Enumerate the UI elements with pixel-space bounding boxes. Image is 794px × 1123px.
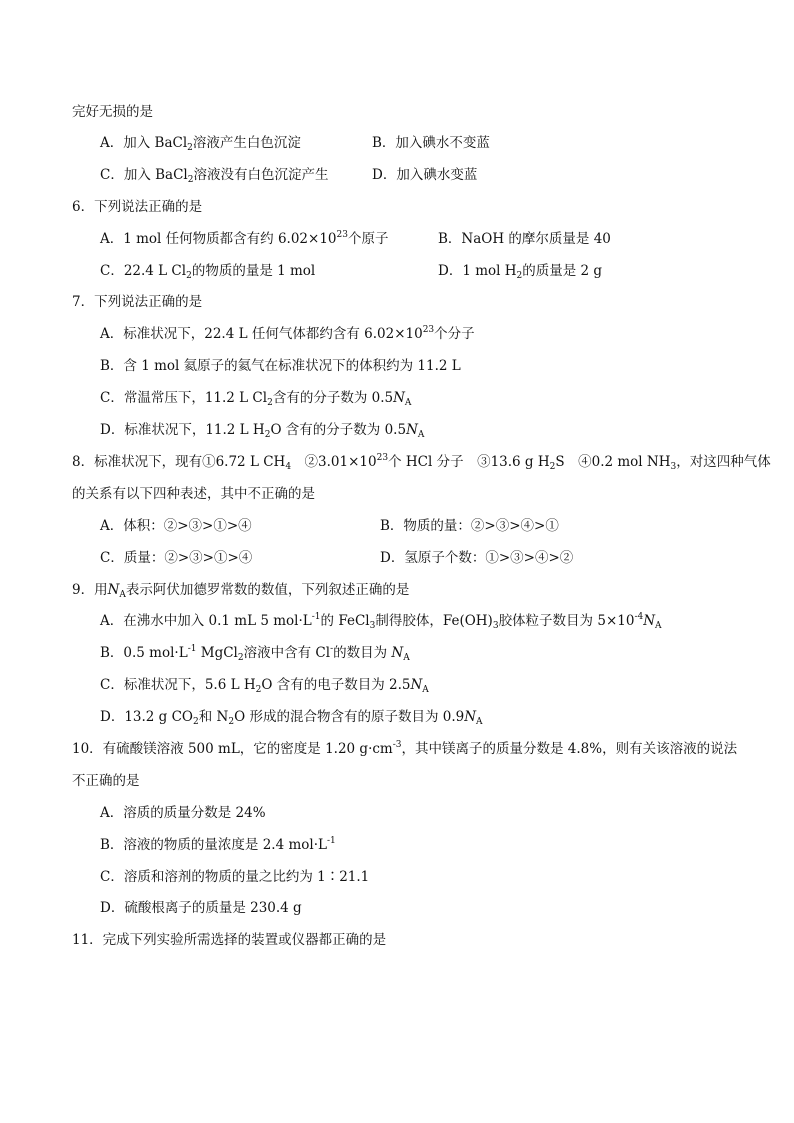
q10-stem-line1: 10．有硫酸镁溶液 500 mL，它的密度是 1.20 $g\cdot cm^{-3}$，其中镁离子的质量分数是 4.8%，则有关该溶液的说法: [72, 740, 738, 757]
q8-stem-line2: 的关系有以下四种表述，其中不正确的是: [72, 486, 315, 502]
q11-stem: 11．完成下列实验所需选择的装置或仪器都正确的是: [72, 932, 387, 948]
q9-stem: 9．用$N_A$表示阿伏加德罗常数的数值，下列叙述正确的是: [72, 582, 410, 600]
q8-option-b: B．物质的量：②>③>④>①: [380, 518, 559, 534]
q7-option-c: C．常温常压下，11.2 L $Cl_2$含有的分子数为 $0.5N_A$: [100, 390, 412, 408]
q8-stem-line1: 8．标准状况下，现有①6.72 L $CH_4$ $②3.01\times 10^{23}$个 HCl 分子 ③13.6 g $H_2S$ ④0.2 mol $NH_3$，对这四种气体: [72, 453, 771, 472]
q9-option-d: D．13.2 g $CO_2$和 $N_2O$ 形成的混合物含有的原子数目为 $0.9N_A$: [100, 709, 483, 727]
q9-option-a: A．在沸水中加入 0.1 mL 5 $mol\cdot L^{-1}$的 FeCl$_3$制得胶体，$Fe(OH)_3$胶体粒子数目为 $5\times 10^{-4}N_A$: [100, 612, 662, 631]
q7-option-b: B．含 1 mol 氦原子的氦气在标准状况下的体积约为 11.2 L: [100, 358, 461, 374]
q5-option-b: B．加入碘水不变蓝: [372, 135, 490, 151]
q6-option-b: B．NaOH 的摩尔质量是 40: [438, 231, 611, 247]
q8-option-a: A．体积：②>③>①>④: [100, 518, 252, 534]
q5-option-a: A．加入 BaCl$_2$溶液产生白色沉淀: [100, 135, 301, 153]
q7-option-a: A．标准状况下，22.4 L 任何气体都约含有 $6.02\times 10^{23}$个分子: [100, 325, 475, 342]
q5-stem-continued: 完好无损的是: [72, 104, 153, 120]
q6-option-c: C．22.4 L $Cl_2$的物质的量是 1 mol: [100, 263, 316, 281]
q5-option-c: C．加入 BaCl$_2$溶液没有白色沉淀产生: [100, 167, 329, 185]
q8-option-d: D．氢原子个数：①>③>④>②: [380, 550, 574, 566]
q10-option-b: B．溶液的物质的量浓度是 2.4 $mol\cdot L^{-1}$: [100, 836, 336, 853]
q10-option-a: A．溶质的质量分数是 24%: [100, 805, 266, 821]
q6-stem: 6．下列说法正确的是: [72, 199, 203, 215]
q7-stem: 7．下列说法正确的是: [72, 294, 203, 310]
q10-option-c: C．溶质和溶剂的物质的量之比约为 1∶21.1: [100, 869, 370, 885]
q5-option-d: D．加入碘水变蓝: [372, 167, 478, 183]
q7-option-d: D．标准状况下，11.2 L $H_2O$ 含有的分子数为 $0.5N_A$: [100, 422, 425, 440]
q9-option-c: C．标准状况下，5.6 L $H_2O$ 含有的电子数目为 $2.5N_A$: [100, 677, 429, 695]
q10-stem-line2: 不正确的是: [72, 773, 140, 789]
q8-option-c: C．质量：②>③>①>④: [100, 550, 253, 566]
q9-option-b: B．0.5 $mol\cdot L^{-1}$ MgCl$_2$溶液中含有 Cl-的数目为 $N_A$: [100, 644, 410, 663]
q6-option-a: A．1 mol 任何物质都含有约 $6.02\times 10^{23}$个原子: [100, 230, 389, 247]
q6-option-d: D．1 mol $H_2$的质量是 2 g: [438, 263, 603, 281]
q10-option-d: D．硫酸根离子的质量是 230.4 g: [100, 900, 302, 916]
